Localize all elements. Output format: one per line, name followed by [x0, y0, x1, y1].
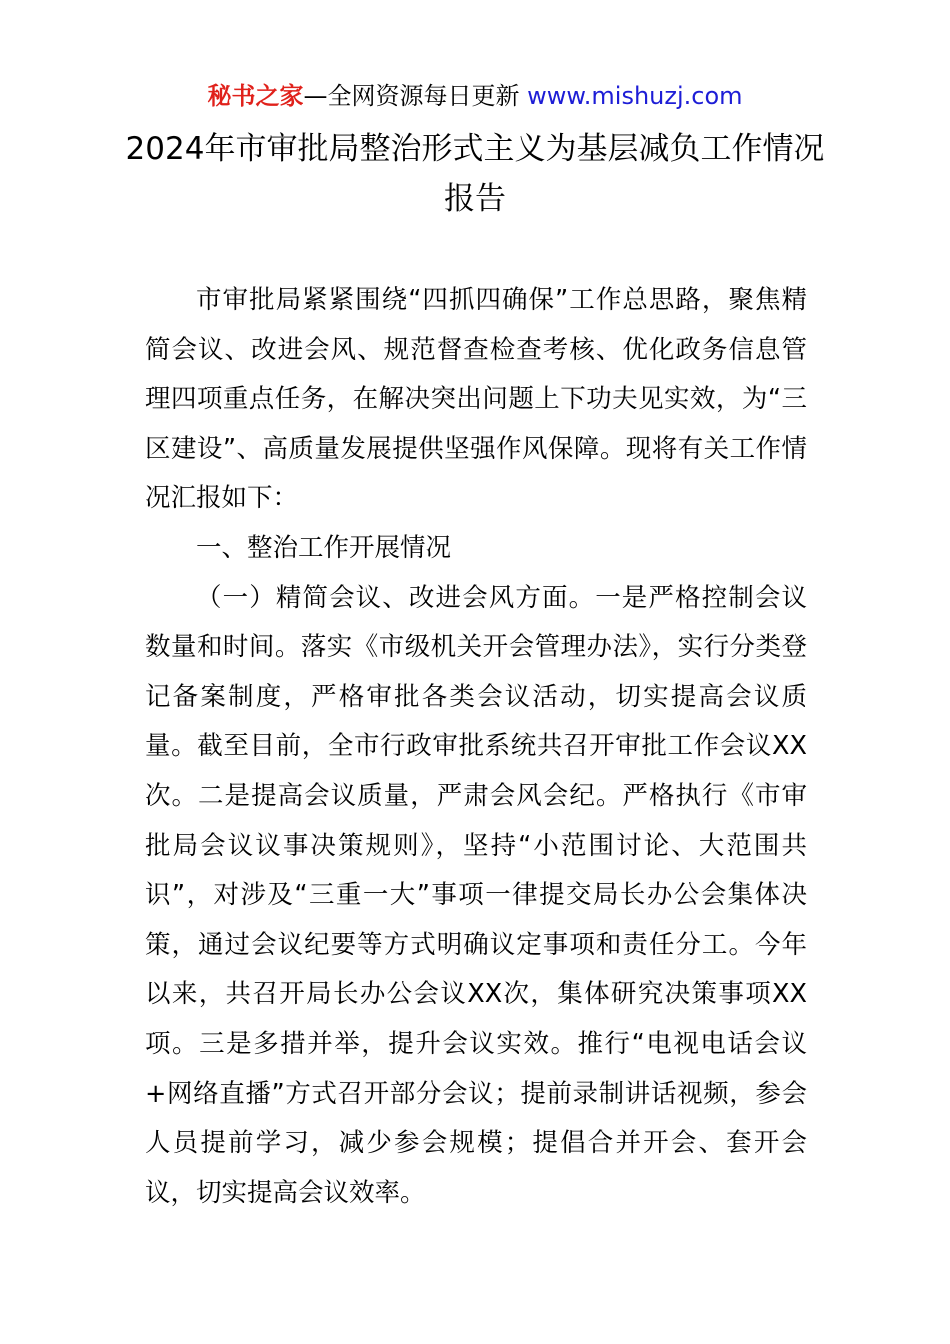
intro-paragraph: 市审批局紧紧围绕“四抓四确保”工作总思路，聚焦精简会议、改进会风、规范督查检查考核、优化政务信息管理四项重点任务，在解决突出问题上下功夫见实效，为“三区建设”、高质量发展提供坚强作风保障。现将有关工作情况汇报如下： — [145, 285, 807, 514]
site-url-link[interactable]: www.mishuzj.com — [527, 82, 743, 110]
section-heading: 一、整治工作开展情况 — [196, 532, 452, 563]
section-paragraph: （一）精简会议、改进会风方面。一是严格控制会议数量和时间。落实《市级机关开会管理办法》，实行分类登记备案制度，严格审批各类会议活动，切实提高会议质量。截至目前，全市行政审批系统共召开审批工作会议XX次。二是提高会议质量，严肃会风会纪。严格执行《市审批局会议议事决策规则》，坚持“小范围讨论、大范围共识”，对涉及“三重一大”事项一律提交局长办公会集体决策，通过会议纪要等方式明确议定事项和责任分工。今年以来，共召开局长办公会议XX次，集体研究决策事项XX项。三是多措并举，提升会议实效。推行“电视电话会议+网络直播”方式召开部分会议；提前录制讲话视频，参会人员提前学习，减少参会规模；提倡合并开会、套开会议，切实提高会议效率。 — [145, 582, 807, 1208]
site-header — [0, 80, 950, 112]
document-body — [145, 276, 807, 1218]
site-brand: 秘书之家 — [207, 82, 304, 110]
document-title: 2024年市审批局整治形式主义为基层减负工作情况报告 — [125, 131, 825, 217]
site-tagline: —全网资源每日更新 — [303, 82, 528, 110]
